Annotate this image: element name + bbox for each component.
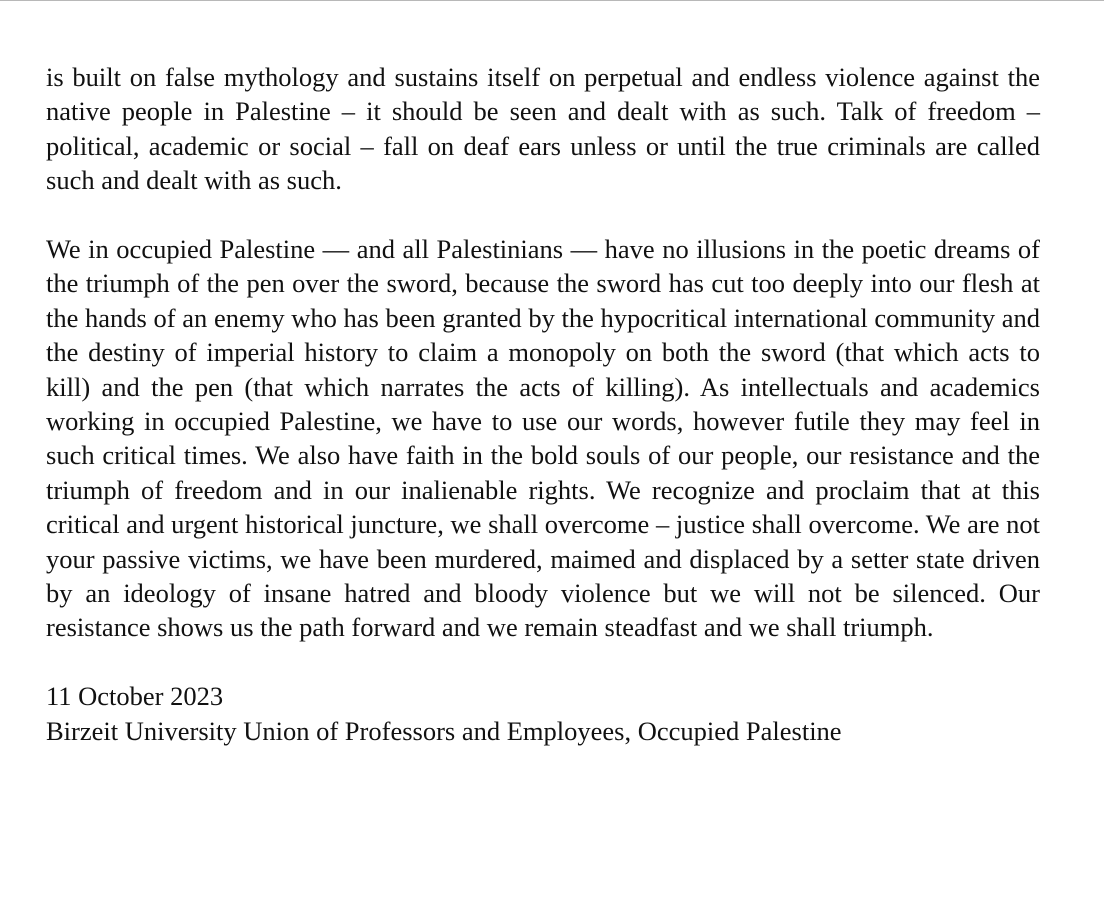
paragraph-continuation: is built on false mythology and sustains itself on perpetual and endless violence against the native people in Palestine – it should be seen and dealt with as such. Talk of freedom – political, academic or social – fall on deaf ears unless or until the true criminals are called such and dealt with as such.: [46, 62, 1040, 196]
signature-block: [46, 679, 1040, 748]
page-top-border: [0, 0, 1104, 1]
document-page: [46, 60, 1040, 748]
statement-date: 11 October 2023: [46, 681, 224, 712]
signatory-name: Birzeit University Union of Professors and Employees, Occupied Palestine: [46, 715, 842, 746]
paragraph-statement: We in occupied Palestine — and all Palestinians — have no illusions in the poetic dreams of the triumph of the pen over the sword, because the sword has cut too deeply into our flesh at the hands of an enemy who has been granted by the hypocritical international community and the destiny of imperial history to claim a monopoly on both the sword (that which acts to kill) and the pen (that which narrates the acts of killing). As intellectuals and academics working in occupied Palestine, we have to use our words, however futile they may feel in such critical times. We also have faith in the bold souls of our people, our resistance and the triumph of freedom and in our inalienable rights. We recognize and proclaim that at this critical and urgent historical juncture, we shall overcome – justice shall overcome. We are not your passive victims, we have been murdered, maimed and displaced by a setter state driven by an ideology of insane hatred and bloody violence but we will not be silenced. Our resistance shows us the path forward and we remain steadfast and we shall triumph.: [46, 234, 1040, 643]
